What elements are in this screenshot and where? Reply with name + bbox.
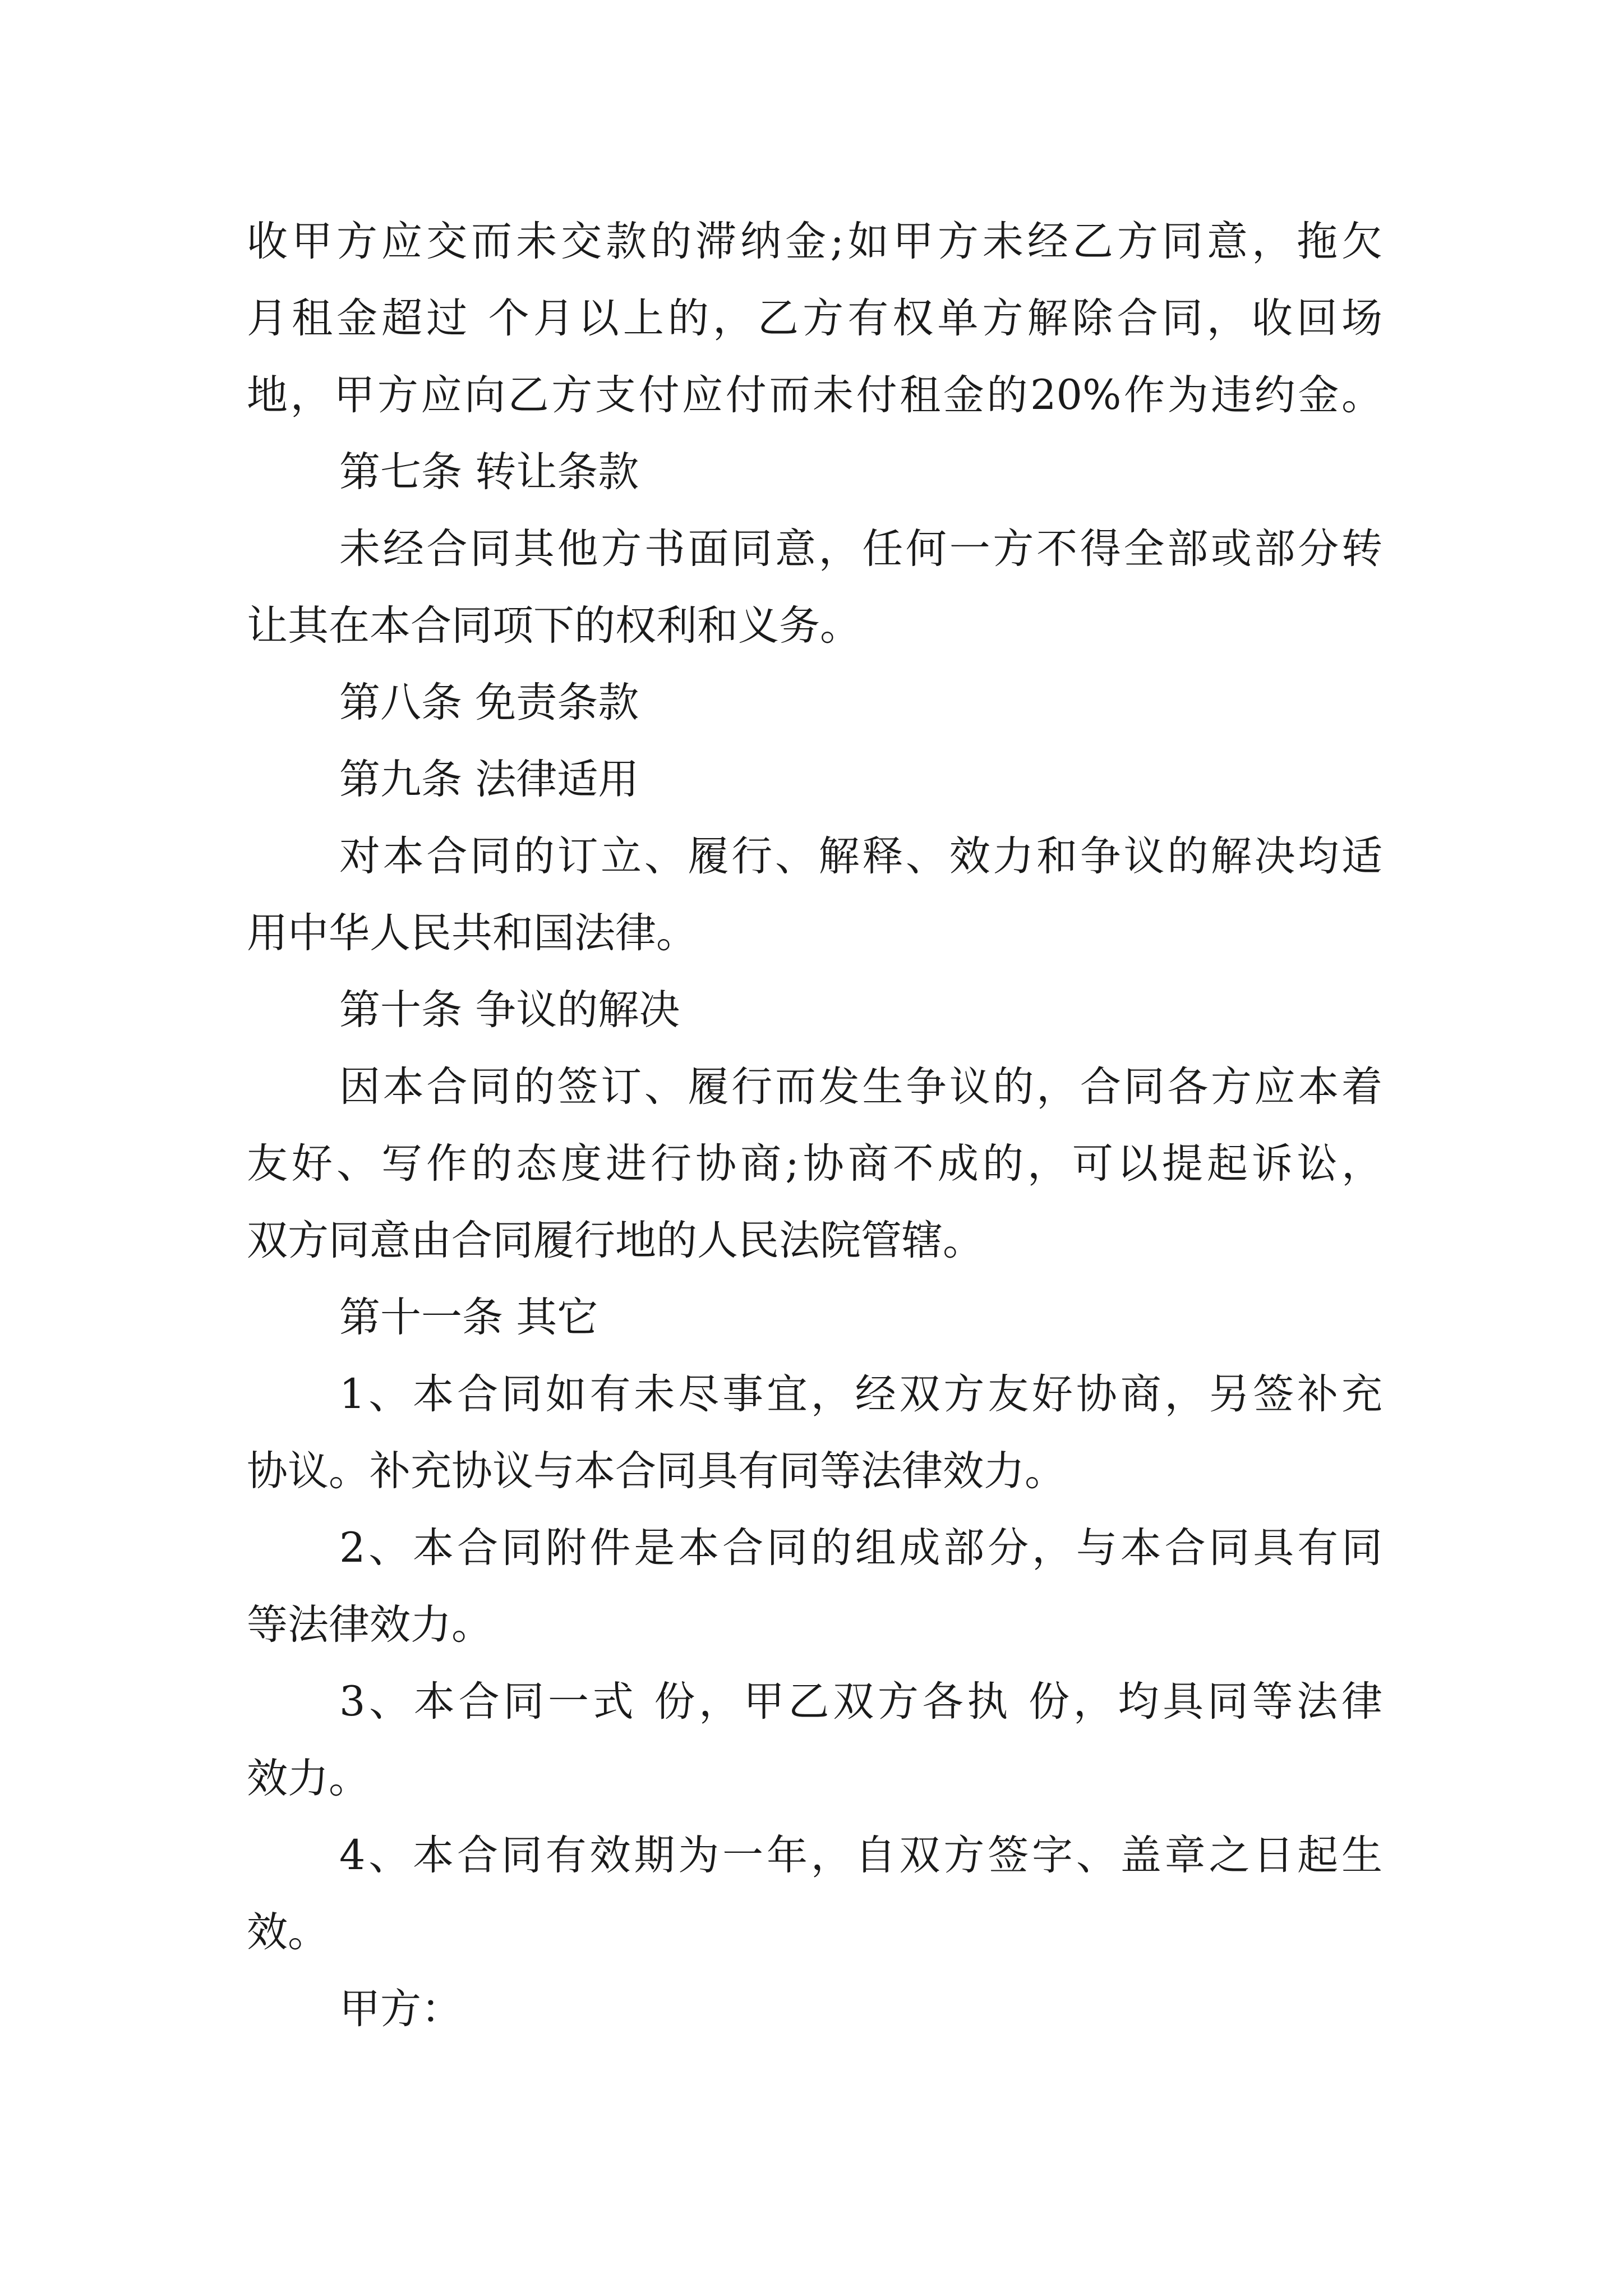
paragraph-line: 对本合同的订立、履行、解释、效力和争议的解决均适 (339, 832, 1382, 880)
section-heading-9: 第九条 法律适用 (339, 756, 639, 803)
section-heading-7: 第七条 转让条款 (339, 448, 639, 496)
signature-party-a-label: 甲方： (339, 1985, 462, 2033)
list-item-line: 效力。 (247, 1755, 370, 1802)
list-item-line: 4、本合同有效期为一年，自双方签字、盖章之日起生 (339, 1832, 1382, 1879)
list-item-line: 协议。补充协议与本合同具有同等法律效力。 (247, 1447, 1066, 1495)
paragraph-line: 双方同意由合同履行地的人民法院管辖。 (247, 1217, 984, 1264)
document-body (247, 203, 1382, 2047)
list-item-line: 等法律效力。 (247, 1601, 492, 1649)
paragraph-line: 因本合同的签订、履行而发生争议的，合同各方应本着 (339, 1063, 1382, 1111)
paragraph-line: 用中华人民共和国法律。 (247, 909, 697, 957)
paragraph-line: 地，甲方应向乙方支付应付而未付租金的20%作为违约金。 (247, 371, 1382, 419)
paragraph-line: 友好、写作的态度进行协商;协商不成的，可以提起诉讼， (247, 1140, 1382, 1188)
paragraph-line: 让其在本合同项下的权利和义务。 (247, 602, 861, 650)
section-heading-10: 第十条 争议的解决 (339, 986, 680, 1034)
list-item-line: 2、本合同附件是本合同的组成部分，与本合同具有同 (339, 1524, 1382, 1572)
list-item-line: 3、本合同一式 份，甲乙双方各执 份，均具同等法律 (339, 1678, 1382, 1726)
paragraph-line: 月租金超过 个月以上的，乙方有权单方解除合同，收回场 (247, 295, 1382, 342)
list-item-line: 效。 (247, 1908, 329, 1956)
section-heading-8: 第八条 免责条款 (339, 679, 639, 726)
section-heading-11: 第十一条 其它 (339, 1294, 598, 1341)
paragraph-line: 未经合同其他方书面同意，任何一方不得全部或部分转 (339, 525, 1382, 573)
list-item-line: 1、本合同如有未尽事宜，经双方友好协商，另签补充 (339, 1370, 1382, 1418)
paragraph-line: 收甲方应交而未交款的滞纳金;如甲方未经乙方同意，拖欠 (247, 218, 1382, 265)
